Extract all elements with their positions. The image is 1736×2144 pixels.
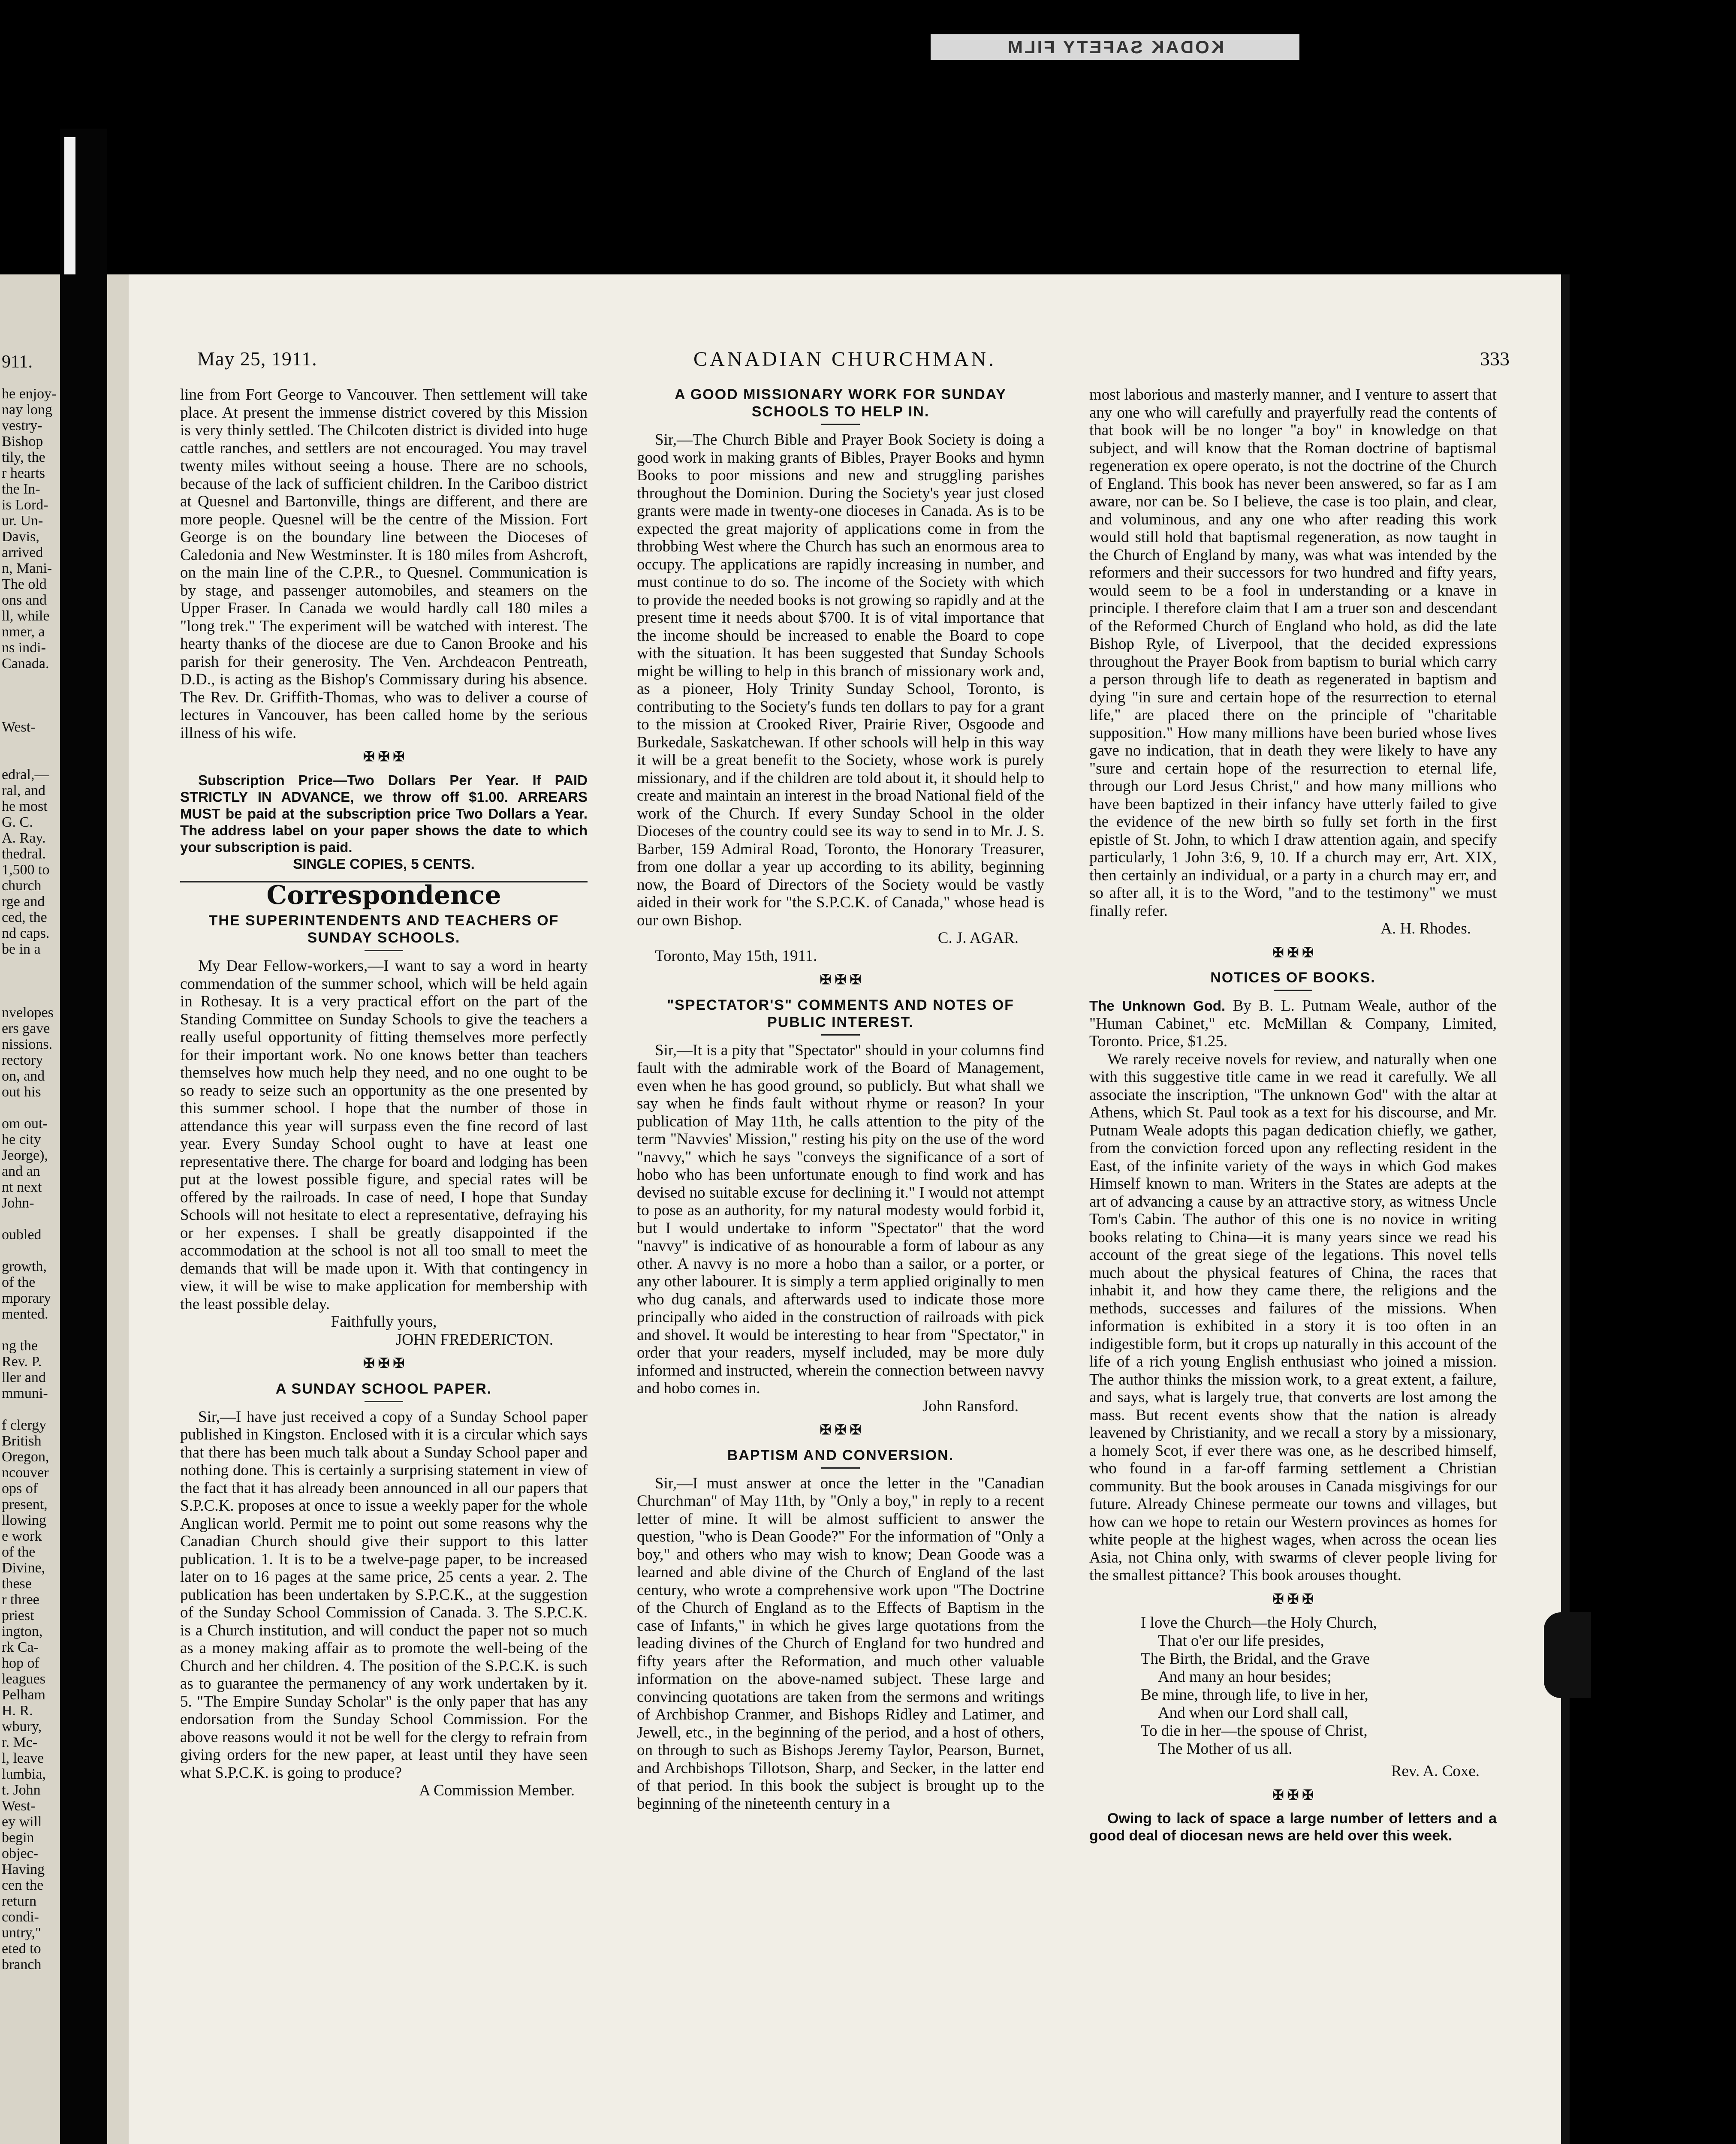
left-page-line: ncouver — [2, 1465, 49, 1481]
ornament-divider: ✠ ✠ ✠ — [820, 1422, 862, 1437]
left-page-line: edral,— — [2, 767, 49, 783]
poem-line: I love the Church—the Holy Church, — [1141, 1614, 1377, 1632]
left-page-line: untry," — [2, 1925, 41, 1941]
left-page-line: om out- — [2, 1116, 48, 1132]
left-page-line: Having — [2, 1861, 45, 1877]
space-notice: Owing to lack of space a large number of letters and a good deal of diocesan news are held over this week. — [1089, 1810, 1497, 1844]
left-page-line: H. R. — [2, 1703, 33, 1719]
ornament-divider: ✠ ✠ ✠ — [1272, 944, 1314, 960]
left-page-line: nmer, a — [2, 624, 45, 640]
left-page-line: he city — [2, 1132, 41, 1147]
letter-title-spectator: "SPECTATOR'S" COMMENTS AND NOTES OF PUBLIC INTEREST. — [667, 997, 1014, 1030]
left-page-line: leagues — [2, 1671, 45, 1687]
left-page-line: West- — [2, 719, 36, 735]
left-page-line: Jeorge), — [2, 1147, 48, 1163]
letter-signature-agar: C. J. AGAR. — [937, 929, 1019, 947]
page-gutter — [60, 129, 107, 2144]
left-page-line: ington, — [2, 1623, 43, 1639]
letter-dateline: Toronto, May 15th, 1911. — [655, 947, 817, 965]
subscription-notice: Subscription Price—Two Dollars Per Year. If PAID STRICTLY IN ADVANCE, we throw off $1.00. ARREARS MUST be paid at the subscription price Two Dollars a Year. The address label on your paper shows the date to which your subscription is paid. — [180, 772, 588, 855]
left-page-line: r. Mc- — [2, 1734, 38, 1750]
poem-line: And when our Lord shall call, — [1158, 1704, 1348, 1722]
left-page-line: ng the — [2, 1338, 38, 1354]
letter-body-sunday-school-paper: Sir,—I have just received a copy of a Sunday School paper published in Kingston. Enclosed with it is a circular which says that there has been much talk about a Sunday School paper and nothing done. This is certainly a surprising statement in view of the fact that it has already been announced in all our papers that S.P.C.K. proposes at once to issue a weekly paper for the whole Anglican world. Permit me to point out some reasons why the Canadian Church should give their support to this latter publication. 1. It is to be a twelve-page paper, to be increased later on to 16 pages at the same price, 25 cents a year. 2. The publication has been undertaken by S.P.C.K., at the suggestion of the Sunday School Commission of Canada. 3. The S.P.C.K. is a Church institution, and will conduct the paper not so much as a money making affair as to promote the well-being of the Church and her children. 4. The position of the S.P.C.K. is such as to guarantee the permanency of any work undertaken by it. 5. "The Empire Sunday Scholar" is the only paper that has any endorsation from the Sunday School Commission. For the above reasons would it not be well for the clergy to refrain from giving orders for the new paper, at least until they have seen what S.P.C.K. is going to produce? — [180, 1408, 588, 1782]
left-page-line: British — [2, 1433, 42, 1449]
poem-author: Rev. A. Coxe. — [1391, 1762, 1480, 1780]
letter-signature-commission-member: A Commission Member. — [419, 1782, 575, 1799]
left-page-line: tily, the — [2, 449, 45, 465]
title-rule — [821, 1034, 860, 1036]
poem-line: The Mother of us all. — [1158, 1740, 1293, 1758]
book-review: We rarely receive novels for review, and naturally when one with this suggestive title came in we read it carefully. We all associate the inscription, "The unknown God" with the altar at Athens, which St. Paul took as a text for his discourse, and Mr. Putnam Weale adopts this pagan dedication chiefly, we gather, from the conviction forced upon any reflecting resident in the East, of the infinite variety of the ways in which God makes Himself known to man. Writers in the States are adepts at the art of advancing a cause by an attractive story, as witness Uncle Tom's Cabin. The author of this one is no novice in writing books relating to China—it is many years since we read his account of the great siege of the legations. This novel tells much about the physical features of China, the races that inhabit it, and how they came there, the religions and the methods, successes and failures of the missions. When information is exhibited in a story it is too often in an indigestible form, but it crops up naturally in this account of the life of a rich young English enthusiast who joined a mission. The author thinks the mission work, to a great extent, a failure, and says, what is largely true, that converts are lost among the mass. But recent events show that the nation is already leavened by Christianity, and we recall a story by a missionary, a homely Scot, if ever there was one, as he described himself, who found in a far-off farming settlement a Christian community. But the book arouses in Canada misgivings for our future. Already Chinese permeate our towns and villages, but how can we hope to retain our Western provinces as homes for white people at the highest wages, when across the ocean lies Asia, not China only, with swarms of clever people living for the smallest pittance? This book arouses thought. — [1089, 1050, 1497, 1584]
ornament-divider: ✠ ✠ ✠ — [820, 972, 862, 987]
left-page-line: arrived — [2, 545, 43, 560]
letter-title-baptism: BAPTISM AND CONVERSION. — [727, 1447, 954, 1463]
left-page-line: A. Ray. — [2, 830, 46, 846]
single-copies-price: SINGLE COPIES, 5 CENTS. — [293, 855, 475, 872]
left-page-line: Rev. P. — [2, 1354, 42, 1370]
left-page-line: rectory — [2, 1052, 43, 1068]
left-page-line: Bishop — [2, 434, 43, 449]
left-page-line: n, Mani- — [2, 560, 52, 576]
left-page-line: is Lord- — [2, 497, 48, 513]
column-3 — [1089, 386, 1497, 1844]
left-page-line: church — [2, 878, 42, 894]
masthead-title: CANADIAN CHURCHMAN. — [693, 348, 997, 370]
left-page-line: priest — [2, 1608, 34, 1623]
page-header — [129, 347, 1561, 373]
title-rule — [365, 1401, 403, 1402]
poem-line: And many an hour besides; — [1158, 1668, 1332, 1686]
left-page-line: of the — [2, 1274, 36, 1290]
left-page-line: ns indi- — [2, 640, 46, 656]
newspaper-page — [129, 274, 1561, 2144]
left-page-line: nay long — [2, 402, 53, 418]
left-page-line: ll, while — [2, 608, 50, 624]
column-1 — [180, 386, 588, 1800]
ornament-divider: ✠ ✠ ✠ — [1272, 1591, 1314, 1607]
binder-clip — [1544, 1612, 1591, 1698]
left-page-line: ers gave — [2, 1021, 50, 1036]
letter-body-baptism: Sir,—I must answer at once the letter in the "Canadian Churchman" of May 11th, by "Only a boy," in reply to a recent letter of mine. It will be almost sufficient to answer the question, "who is Dean Goode?" For the information of "Only a boy," and others who may wish to know; Dean Goode was a learned and able divine of the Church of England of the last century, who wrote a comprehensive work upon "The Doctrine of the Church of England as to the Effects of Baptism in the case of Infants," in which he gives large quotations from the leading divines of the Church of England for two hundred and fifty years after the Reformation, and much other valuable information on the above-named subject. These large and convincing quotations are taken from the sermons and writings of Archbishop Cranmer, and Bishops Ridley and Latimer, and Jewell, etc., in the beginning of the period, and a host of others, on through to such as Bishops Jeremy Taylor, Pearson, Burnet, and Archbishops Tillotson, Sharp, and Secker, in the latter end of that period. In this book the subject is brought up to the beginning of the nineteenth century in a — [637, 1474, 1044, 1813]
left-page-line: nissions. — [2, 1036, 53, 1052]
left-page-line: begin — [2, 1830, 34, 1846]
left-page-line: on, and — [2, 1068, 45, 1084]
film-edge-banner — [931, 34, 1299, 60]
left-page-line: e work — [2, 1528, 42, 1544]
left-page-line: r three — [2, 1592, 39, 1608]
left-page-line: oubled — [2, 1227, 42, 1243]
left-page-line: vestry- — [2, 418, 42, 434]
letter-signature-rhodes: A. H. Rhodes. — [1380, 920, 1471, 937]
book-byline: By B. L. Putnam Weale, author of the "Human Cabinet," etc. McMillan & Company, Limited, Toronto. Price, $1.25. — [1089, 997, 1497, 1050]
letter-body-superintendents: My Dear Fellow-workers,—I want to say a word in hearty commendation of the summer school, which will be held again in Rothesay. It is a very practical effort on the part of the Standing Committee on Sunday Schools to give the teachers a really useful opportunity of fitting themselves more perfectly for their important work. No one knows better than teachers themselves how much help they need, and no one ought to be so ready to seize such an opportunity as the one presented by this summer school. I hope that the number of those in attendance this year will surpass even the fine record of last year. Every Sunday School ought to have at least one representative there. The charge for board and lodging has been put at the lowest possible figure, and special rates will be offered by the railroads. In case of need, I hope that Sunday Schools will not hesitate to elect a representative, defraying his or her expenses. I shall be greatly disappointed if the accommodation at the school is not all too small to meet the demands that will be made upon it. With that contingency in view, it will be wise to make application for membership with the least possible delay. — [180, 957, 588, 1313]
film-edge-text: KODAK SAFETY FILM — [1006, 37, 1224, 57]
left-page-line: nvelopes — [2, 1005, 54, 1021]
left-page-line: mporary — [2, 1290, 51, 1306]
letter-signature-ransford: John Ransford. — [922, 1397, 1019, 1415]
left-page-line: r hearts — [2, 465, 45, 481]
left-page-line: l, leave — [2, 1750, 44, 1766]
left-page-line: West- — [2, 1798, 36, 1814]
left-page-line: ller and — [2, 1370, 46, 1385]
left-page-line: present, — [2, 1497, 48, 1512]
left-page-line: nd caps. — [2, 925, 50, 941]
left-page-line: thedral. — [2, 846, 46, 862]
left-page-line: ons and — [2, 592, 47, 608]
letter-title-sunday-school-paper: A SUNDAY SCHOOL PAPER. — [275, 1380, 492, 1397]
letter-title-superintendents: THE SUPERINTENDENTS AND TEACHERS OF SUNDAY SCHOOLS. — [208, 912, 559, 946]
title-rule — [821, 424, 860, 425]
poem-line: That o'er our life presides, — [1158, 1632, 1324, 1650]
poem-line: The Birth, the Bridal, and the Grave — [1141, 1650, 1370, 1668]
book-title: The Unknown God. — [1089, 998, 1226, 1014]
page-edge — [1561, 274, 1570, 2144]
left-page-line: the In- — [2, 481, 40, 497]
left-page-line: branch — [2, 1957, 42, 1972]
ornament-divider: ✠ ✠ ✠ — [1272, 1787, 1314, 1803]
left-page-line: Davis, — [2, 529, 39, 545]
left-page-line: and an — [2, 1163, 40, 1179]
title-rule — [821, 1467, 860, 1469]
left-page-line: rge and — [2, 894, 45, 909]
left-page-line: ur. Un- — [2, 513, 43, 529]
left-page-line: lumbia, — [2, 1766, 46, 1782]
column-2 — [637, 386, 1044, 1813]
left-page-line: hop of — [2, 1655, 39, 1671]
left-page-line: of the — [2, 1544, 36, 1560]
title-rule — [365, 950, 403, 951]
page-number: 333 — [1480, 348, 1510, 370]
letter-body-spectator: Sir,—It is a pity that "Spectator" should in your columns find fault with the admirable work of the Board of Management, even when he has good ground, so publicly. But what shall we say when he finds fault without rhyme or reason? In your publication of May 11th, he calls attention to the pity of the term "Navvies' Mission," resting his pity on the use of the word "navvy," which he says "conveys the significance of a sort of hobo who has been unfortunate enough to find work and has devised no suitable excuse for declining it." I would not attempt to pose as an authority, for my natural modesty would forbid it, but I would undertake to inform "Spectator" that the word "navvy" is indicative of as honourable a form of labour as any other. A navvy is no more a hobo than a sailor, or a porter, or any other labourer. It is simply a term applied originally to men who dug canals, and afterwards used to indicate those more principally who aided in the construction of railroads with pick and shovel. It would be interesting to hear from "Spectator," in order that your readers, myself included, may be more duly informed and instructed, wherein the connection between navvy and hobo comes in. — [637, 1041, 1044, 1397]
left-page-line: G. C. — [2, 814, 33, 830]
section-heading-correspondence: Correspondence — [266, 880, 501, 910]
left-page-line: objec- — [2, 1846, 38, 1861]
mission-article-continuation: line from Fort George to Vancouver. Then settlement will take place. At present the immense district covered by this Mission is very thinly settled. The Chilcoten district is divided into huge cattle ranches, and settlers are not encouraged. You may travel twenty miles without seeing a house. There are no schools, because of the lack of sufficient children. In the Cariboo district at Quesnel and Bartonville, things are different, and there are more people. Quesnel will be the centre of the Mission. Fort George is on the boundary line between the Dioceses of Caledonia and New Westminster. It is 180 miles from Ashcroft, on the main line of the C.P.R., to Quesnel. Communication is by stage, and passenger automobiles, and steamers on the Upper Fraser. In Canada we would hardly call 180 miles a "long trek." The experiment will be watched with interest. The hearty thanks of the diocese are due to Canon Brooke and his parish for their generosity. The Ven. Archdeacon Pentreath, D.D., is acting as the Bishop's Commissary during his absence. The Rev. Dr. Griffith-Thomas, who was to deliver a course of lectures in Vancouver, has been called home by the serious illness of his wife. — [180, 386, 588, 742]
left-page-line: wbury, — [2, 1719, 42, 1734]
title-rule — [1274, 990, 1312, 991]
left-page-line: Oregon, — [2, 1449, 49, 1465]
left-page-line: mented. — [2, 1306, 48, 1322]
letter-closing: Faithfully yours, — [331, 1313, 437, 1331]
poem-line: To die in her—the spouse of Christ, — [1141, 1722, 1368, 1740]
ornament-divider: ✠ ✠ ✠ — [363, 1355, 405, 1371]
left-page-line: eted to — [2, 1941, 41, 1957]
ornament-divider: ✠ ✠ ✠ — [363, 749, 405, 764]
issue-date: May 25, 1911. — [197, 348, 317, 370]
left-page-line: John- — [2, 1195, 34, 1211]
left-page-line: these — [2, 1576, 32, 1592]
left-page-line: ops of — [2, 1481, 38, 1497]
spine-marker — [64, 137, 75, 274]
left-page-line: condi- — [2, 1909, 39, 1925]
poem — [1141, 1614, 1497, 1758]
left-page-line: rk Ca- — [2, 1639, 39, 1655]
left-page-line: f clergy — [2, 1417, 47, 1433]
left-page-line: growth, — [2, 1259, 47, 1274]
left-page-line: Canada. — [2, 656, 49, 672]
poem-line: Be mine, through life, to live in her, — [1141, 1686, 1368, 1704]
left-page-header: 911. — [2, 352, 33, 372]
left-page-line: nt next — [2, 1179, 42, 1195]
book-entry — [1089, 997, 1497, 1051]
left-page-line: 1,500 to — [2, 862, 50, 878]
left-page-line: be in a — [2, 941, 41, 957]
left-page-line: out his — [2, 1084, 41, 1100]
letter-body-missionary-work: Sir,—The Church Bible and Prayer Book Society is doing a good work in making grants of Bibles, Prayer Books and hymn Books to poor missions and new and struggling parishes throughout the Dominion. During the Society's year just closed grants were made in twenty-one dioceses in Canada. As is to be expected the great majority of applications come in from the throbbing West where the Church has such an enormous area to occupy. The applications are rapidly increasing in number, and must continue to do so. The income of the Society with which to provide the needed books is not growing so rapidly and at the present time it needs about $700. It is of vital importance that the income should be increased to enable the Board to cope with the situation. It has been suggested that Sunday Schools might be willing to help in this branch of missionary work and, as a pioneer, Holy Trinity Sunday School, Toronto, is contributing to the Society's funds ten dollars to pay for a grant to the mission at Crooked River, Prairie River, Osgoode and Burkedale, Saskatchewan. If other schools will help in this way it will be a great benefit to the Society, whose work is purely missionary, and if the children are told about it, it should help to create and maintain an interest in the broad National field of the work of the Church. If every Sunday School in the older Dioceses of the country could see its way to send in to Mr. J. S. Barber, 159 Admiral Road, Toronto, the Honorary Treasurer, from one dollar a year up according to its ability, beginning now, the Board of Directors of the Society would be vastly aided in their work for "the S.P.C.K. of Canada," whose head is our own Bishop. — [637, 431, 1044, 929]
left-page-line: he most — [2, 798, 48, 814]
left-page-line: The old — [2, 576, 47, 592]
left-page-line: cen the — [2, 1877, 44, 1893]
section-title-notices-of-books: NOTICES OF BOOKS. — [1210, 970, 1376, 986]
left-page-line: he enjoy- — [2, 386, 57, 402]
left-page-line: ey will — [2, 1814, 42, 1830]
baptism-letter-continuation: most laborious and masterly manner, and I venture to assert that any one who will carefully and prayerfully read the contents of that book will be no longer "a boy" in knowledge on that subject, and will know that the Roman doctrine of baptismal regeneration ex opere operato, is not the doctrine of the Church of England. This book has never been answered, so far as I am aware, nor can be. So I believe, the case is too plain, and clear, and voluminous, and any one who after reading this work would still hold that baptismal regeneration, as now taught in the Church of England by many, was what was intended by the reformers and their successors for two hundred and fifty years, would seem to be a fool in understanding or a knave in principle. I therefore claim that I am a truer son and descendant of the Reformed Church of England who hold, as did the late Bishop Ryle, of Liverpool, that the decided expressions throughout the Prayer Book from baptism to burial which carry a person through life to death as regenerated in baptism and dying "in sure and certain hope of the resurrection to eternal life," are placed there on the principle of "charitable supposition." How many millions have been buried whose lives gave no indication, that in death they were likely to have any "sure and certain hope of the resurrection to eternal life, through our Lord Jesus Christ," and how many millions who have been baptized in their infancy have utterly failed to give the evidence of the new birth so fully set forth in the first epistle of St. John, to which I draw attention again, and specify particularly, 1 John 3:6, 9, 10. If a church may err, Art. XIX, then certainly an individual, or a party in a church may err, and so after all, it is to the Word, "and to the testimony" we must finally refer. — [1089, 386, 1497, 920]
letter-title-missionary-work: A GOOD MISSIONARY WORK FOR SUNDAY SCHOOLS TO HELP IN. — [675, 386, 1007, 420]
left-page-line: Pelham — [2, 1687, 45, 1703]
left-page-line: mmuni- — [2, 1385, 48, 1401]
letter-signature-fredericton: JOHN FREDERICTON. — [395, 1331, 553, 1349]
left-page-line: return — [2, 1893, 37, 1909]
left-page-line: ced, the — [2, 909, 47, 925]
left-page-line: Divine, — [2, 1560, 45, 1576]
left-page-line: ral, and — [2, 783, 45, 798]
left-page-line: llowing — [2, 1512, 46, 1528]
left-page-line: t. John — [2, 1782, 41, 1798]
